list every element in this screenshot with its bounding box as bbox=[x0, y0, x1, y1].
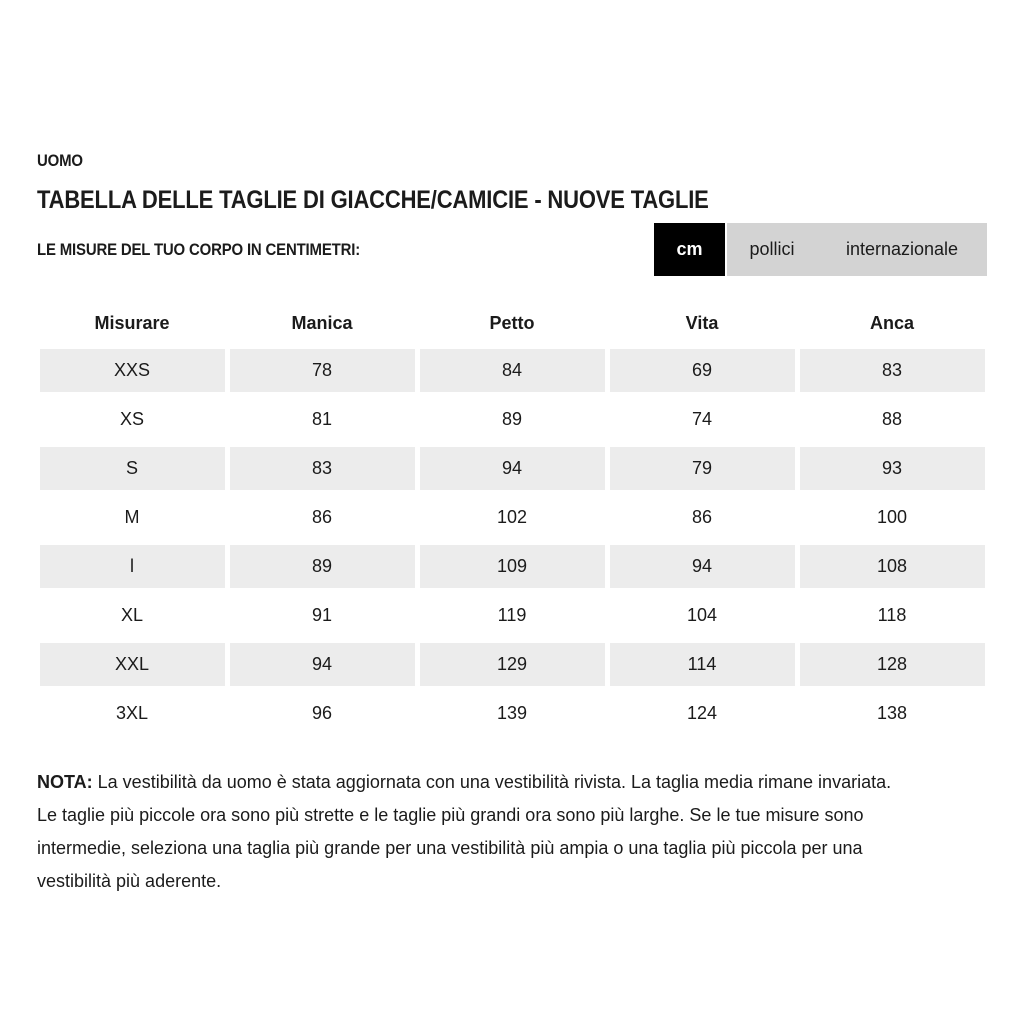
measurement-cell: 104 bbox=[686, 605, 718, 625]
unit-tabs-inactive-group bbox=[727, 223, 987, 276]
measurement-cell: 138 bbox=[876, 703, 908, 723]
measurement-cell: 100 bbox=[876, 507, 908, 527]
measurement-cell: 83 bbox=[800, 349, 985, 392]
measurements-unit-label-text: LE MISURE DEL TUO CORPO IN CENTIMETRI: bbox=[37, 239, 361, 259]
table-row bbox=[37, 640, 987, 689]
measurement-cell: 69 bbox=[610, 349, 795, 392]
measurement-cell: 88 bbox=[881, 409, 903, 429]
measurement-cell: 139 bbox=[496, 703, 528, 723]
unit-tab-cm[interactable]: cm bbox=[654, 223, 725, 276]
size-cell: S bbox=[40, 447, 225, 490]
measurement-cell: 89 bbox=[230, 545, 415, 588]
size-cell: XL bbox=[120, 605, 144, 625]
measurement-cell: 93 bbox=[800, 447, 985, 490]
measurement-cell: 96 bbox=[311, 703, 333, 723]
table-header-row bbox=[37, 300, 987, 346]
measurement-cell: 86 bbox=[691, 507, 713, 527]
note-text bbox=[37, 766, 902, 898]
note-label: NOTA: bbox=[37, 772, 93, 792]
table-row bbox=[37, 346, 987, 395]
measurement-cell: 108 bbox=[800, 545, 985, 588]
column-header-vita: Vita bbox=[685, 312, 719, 333]
note-body: La vestibilità da uomo è stata aggiornata con una vestibilità rivista. La taglia media rimane invariata. Le taglie più piccole ora sono più strette e le taglie più grandi ora sono più larghe. Se le tue misure sono intermedie, seleziona una taglia più grande per una vestibilità più ampia o una taglia più piccola per una vestibilità più aderente. bbox=[37, 772, 892, 891]
size-cell: XXS bbox=[40, 349, 225, 392]
measurement-cell: 118 bbox=[877, 605, 907, 625]
measurement-cell: 81 bbox=[311, 409, 333, 429]
measurement-cell: 86 bbox=[311, 507, 333, 527]
column-header-misurare: Misurare bbox=[94, 312, 170, 333]
measurement-cell: 79 bbox=[610, 447, 795, 490]
table-row bbox=[37, 395, 987, 444]
size-cell: 3XL bbox=[115, 703, 149, 723]
measurement-cell: 109 bbox=[420, 545, 605, 588]
measurement-cell: 128 bbox=[800, 643, 985, 686]
size-cell: XS bbox=[119, 409, 144, 429]
measure-row bbox=[37, 223, 987, 276]
page-title-text: TABELLA DELLE TAGLIE DI GIACCHE/CAMICIE - NUOVE TAGLIE bbox=[37, 186, 709, 214]
size-cell: M bbox=[124, 507, 140, 527]
unit-tabs bbox=[654, 223, 987, 276]
measurement-cell: 74 bbox=[691, 409, 713, 429]
measurements-unit-label bbox=[37, 240, 404, 260]
column-header-manica: Manica bbox=[291, 312, 353, 333]
measurement-cell: 94 bbox=[230, 643, 415, 686]
unit-tab-internazionale[interactable]: internazionale bbox=[845, 239, 959, 259]
table-row bbox=[37, 591, 987, 640]
measurement-cell: 89 bbox=[501, 409, 523, 429]
measurement-cell: 83 bbox=[230, 447, 415, 490]
measurement-cell: 102 bbox=[496, 507, 528, 527]
measurement-cell: 114 bbox=[610, 643, 795, 686]
category-label-text: UOMO bbox=[37, 151, 83, 170]
table-row bbox=[37, 444, 987, 493]
page-title bbox=[37, 187, 987, 213]
column-header-anca: Anca bbox=[869, 312, 914, 333]
measurement-cell: 94 bbox=[610, 545, 795, 588]
measurement-cell: 84 bbox=[420, 349, 605, 392]
size-table bbox=[37, 300, 987, 738]
size-cell: l bbox=[40, 545, 225, 588]
measurement-cell: 91 bbox=[311, 605, 333, 625]
measurement-cell: 94 bbox=[420, 447, 605, 490]
unit-tab-pollici[interactable]: pollici bbox=[749, 239, 795, 259]
column-header-petto: Petto bbox=[489, 312, 535, 333]
measurement-cell: 124 bbox=[686, 703, 718, 723]
measurement-cell: 119 bbox=[497, 605, 527, 625]
size-cell: XXL bbox=[40, 643, 225, 686]
measurement-cell: 78 bbox=[230, 349, 415, 392]
category-label bbox=[37, 152, 987, 170]
table-row bbox=[37, 542, 987, 591]
table-row bbox=[37, 493, 987, 542]
measurement-cell: 129 bbox=[420, 643, 605, 686]
table-row bbox=[37, 689, 987, 738]
